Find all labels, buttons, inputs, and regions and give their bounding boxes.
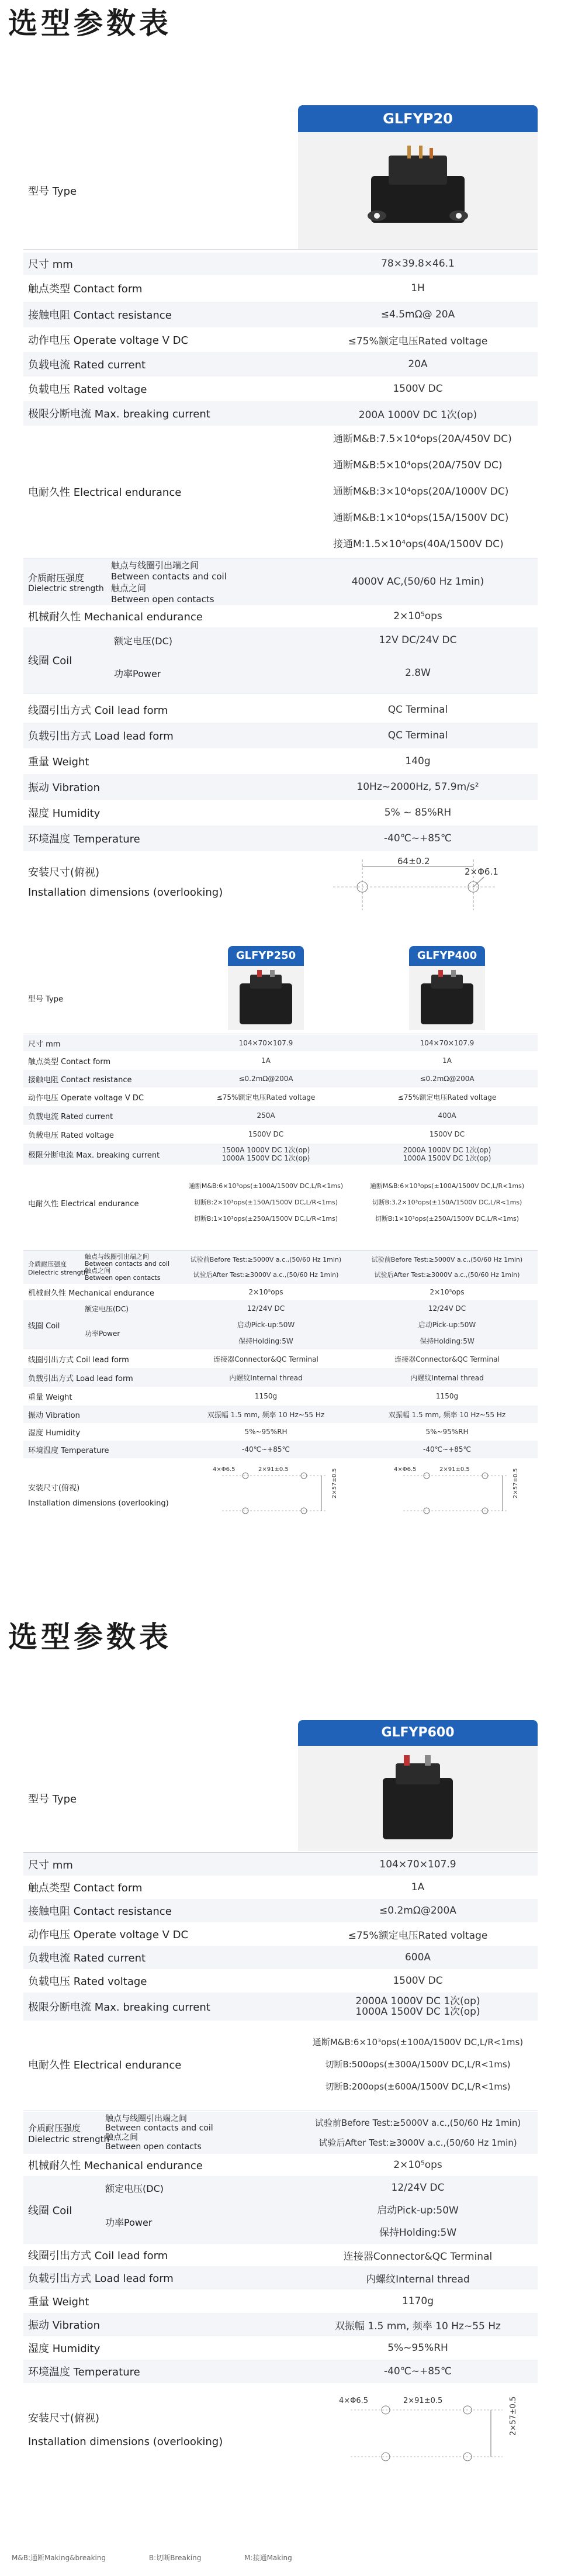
row-load-lead [23,723,538,748]
endurance-line: 通断M&B:6×10³ops(±100A/1500V DC,L/R<1ms) [312,2037,524,2047]
label-mechanical: 机械耐久性 Mechanical endurance [28,2160,203,2172]
label-operate-voltage: 动作电压 Operate voltage V DC [28,1093,144,1103]
row-weight [23,2290,538,2313]
install-dimension-drawing [392,1464,520,1528]
label-model: 型号 Type [28,185,77,198]
value-temperature: -40℃~+85℃ [423,1445,471,1453]
label-install [28,1464,169,1528]
dielectric-cn: 介质耐压强度 [28,572,85,583]
spec-table-glfyp250-400 [23,946,538,1595]
model-header: GLFYP600 [298,1720,538,1746]
label-load-lead: 负载引出方式 Load lead form [28,730,174,743]
label-install [28,859,223,906]
label-size: 尺寸 mm [28,1859,73,1871]
label-dielectric [28,1251,88,1284]
value-coil-lead: 连接器Connector&QC Terminal [343,2250,493,2263]
value-load-lead: 内螺纹Internal thread [366,2273,470,2285]
row-mechanical [23,1284,538,1300]
dim-label: 4×Φ6.5 [339,2397,369,2405]
label-rated-current: 负载电流 Rated current [28,1952,146,1964]
value-vibration: 双振幅 1.5 mm, 频率 10 Hz~55 Hz [207,1410,325,1419]
endurance-line: 切断B:1×10³ops(±250A/1500V DC,L/R<1ms) [193,1215,338,1223]
row-coil-lead [23,2244,538,2266]
row-vibration [23,774,538,800]
dim-label: 64±0.2 [397,856,430,866]
spec-table-glfyp600 [23,1720,538,2539]
label-vibration: 振动 Vibration [28,1411,80,1420]
value-rated-voltage: 1500V DC [393,383,443,395]
value-coil-voltage: 12/24V DC [247,1304,285,1313]
row-temperature [23,1441,538,1458]
section-title: 选型参数表 [8,1620,172,1654]
row-weight [23,1387,538,1406]
value-humidity: 5% ~ 85%RH [384,807,452,819]
row-mechanical [23,2154,538,2176]
dielectric-sub1-en: Between contacts and coil [105,2123,213,2133]
value-mechanical: 2×10⁵ops [393,610,442,622]
label-model: 型号 Type [28,995,63,1004]
value-temperature: -40℃~+85℃ [383,2366,452,2377]
dim-label: 4×Φ6.5 [213,1466,236,1473]
value-endurance [298,2021,538,2108]
model-header: GLFYP20 [298,105,538,132]
row-humidity [23,800,538,826]
dim-label: 2×57±0.5 [331,1468,338,1498]
value-load-lead: 内螺纹Internal thread [410,1373,484,1382]
row-load-lead [23,1368,538,1387]
row-operate-voltage [23,327,538,352]
label-install [28,2392,223,2468]
coil-power-line: 保持Holding:5W [238,1337,293,1345]
dielectric-sub1-en: Between contacts and coil [85,1260,170,1268]
label-size: 尺寸 mm [28,1040,61,1049]
value-vibration: 10Hz~2000Hz, 57.9m/s² [356,781,479,793]
endurance-line: 切断B:1×10³ops(±250A/1500V DC,L/R<1ms) [375,1215,520,1223]
row-contact-resistance [23,1070,538,1087]
endurance-line: 切断B:3.2×10³ops(±150A/1500V DC,L/R<1ms) [372,1199,522,1206]
row-temperature [23,2360,538,2383]
value-rated-voltage: 1500V DC [429,1130,465,1138]
value-rated-voltage: 1500V DC [248,1130,284,1138]
label-endurance: 电耐久性 Electrical endurance [28,2059,182,2071]
row-weight [23,748,538,774]
row-max-breaking [23,1144,538,1165]
value-rated-current: 250A [257,1111,275,1120]
value-contact-form: 1A [442,1056,452,1065]
dielectric-cn: 介质耐压强度 [28,1260,67,1268]
value-humidity: 5%~95%RH [244,1428,288,1436]
value-operate-voltage: ≤75%额定电压Rated voltage [348,1929,488,1942]
value-weight: 1150g [254,1392,278,1400]
dim-label: 2×91±0.5 [258,1466,289,1473]
dielectric-line: 试验后After Test:≥3000V a.c.,(50/60 Hz 1min) [318,2138,517,2148]
row-contact-resistance [23,1899,538,1922]
row-size [23,1853,538,1876]
label-mechanical: 机械耐久性 Mechanical endurance [28,1289,154,1298]
label-mechanical: 机械耐久性 Mechanical endurance [28,611,203,623]
row-size [23,1035,538,1051]
dielectric-en: Dielectric strength [28,1268,88,1276]
label-operate-voltage: 动作电压 Operate voltage V DC [28,334,189,347]
coil-power-line: 启动Pick-up:50W [377,2205,459,2216]
coil-power-line: 保持Holding:5W [379,2227,457,2239]
label-contact-form: 触点类型 Contact form [28,283,143,295]
dielectric-sub2-en: Between open contacts [85,1274,161,1282]
dielectric-sub [85,1251,169,1284]
label-weight: 重量 Weight [28,2296,89,2308]
value-operate-voltage: ≤75%额定电压Rated voltage [216,1093,316,1101]
value-endurance [356,1165,538,1241]
footer-note: M:接通Making [244,2554,292,2562]
value-max-breaking [356,1144,538,1165]
row-dielectric [23,558,538,605]
label-coil: 线圈 Coil [28,655,72,667]
label-humidity: 湿度 Humidity [28,807,101,820]
value-temperature: -40℃~+85℃ [242,1445,290,1453]
coil-power-line: 启动Pick-up:50W [237,1321,295,1329]
label-load-lead: 负载引出方式 Load lead form [28,1374,133,1383]
label-coil-lead: 线圈引出方式 Coil lead form [28,705,168,717]
dielectric-line: 试验前Before Test:≥5000V a.c.,(50/60 Hz 1min) [314,2118,521,2128]
dielectric-en: Dielectric strength [28,2133,109,2145]
label-temperature: 环境温度 Temperature [28,2366,140,2378]
row-model [23,1746,538,1851]
label-contact-resistance: 接触电阻 Contact resistance [28,1905,172,1918]
value-mechanical: 2×10⁵ops [430,1288,465,1296]
value-coil-power [175,1317,356,1349]
label-temperature: 环境温度 Temperature [28,1446,109,1455]
label-contact-resistance: 接触电阻 Contact resistance [28,309,172,322]
breaking-line: 2000A 1000V DC 1次(op) [403,1146,491,1154]
value-temperature: -40℃~+85℃ [383,833,452,844]
endurance-line: 接通M:1.5×10⁴ops(40A/1500V DC) [333,538,504,550]
row-model [23,132,538,249]
row-operate-voltage [23,1922,538,1946]
value-weight: 1170g [401,2295,434,2307]
value-max-breaking: 200A 1000V DC 1次(op) [358,409,477,421]
row-rated-voltage [23,1969,538,1993]
value-coil-lead: 连接器Connector&QC Terminal [394,1355,500,1363]
value-size: 78×39.8×46.1 [381,258,455,270]
value-contact-resistance: ≤0.2mΩ@200A [238,1075,293,1083]
dielectric-sub1-cn: 触点与线圈引出端之间 [111,560,199,571]
value-size: 104×70×107.9 [379,1859,456,1870]
value-vibration: 双振幅 1.5 mm, 频率 10 Hz~55 Hz [388,1410,506,1419]
value-coil-voltage: 12/24V DC [391,2182,445,2194]
row-dielectric [23,1251,538,1284]
dielectric-sub [111,558,227,605]
label-load-lead: 负载引出方式 Load lead form [28,2273,174,2285]
value-coil-power [356,1317,538,1349]
row-contact-form [23,1051,538,1070]
label-coil-lead: 线圈引出方式 Coil lead form [28,1355,129,1365]
label-rated-current: 负载电流 Rated current [28,359,146,371]
dim-label: 2×91±0.5 [403,2397,443,2405]
value-load-lead: QC Terminal [387,730,448,741]
row-coil [23,2176,538,2244]
row-humidity [23,2336,538,2360]
dielectric-line: 试验前Before Test:≥5000V a.c.,(50/60 Hz 1min) [371,1256,523,1263]
row-install [23,1464,538,1528]
value-contact-form: 1H [411,282,425,294]
breaking-line: 1000A 1500V DC 1次(op) [403,1154,491,1162]
value-contact-resistance: ≤0.2mΩ@200A [420,1075,475,1083]
value-dielectric [298,2112,538,2154]
dielectric-sub1-cn: 触点与线圈引出端之间 [85,1253,149,1261]
install-cn: 安装尺寸(俯视) [28,1484,80,1493]
dielectric-line: 试验前Before Test:≥5000V a.c.,(50/60 Hz 1min) [190,1256,342,1263]
value-operate-voltage: ≤75%额定电压Rated voltage [348,335,488,347]
row-contact-form [23,1876,538,1899]
install-cn: 安装尺寸(俯视) [28,866,100,879]
dim-label: 2×Φ6.1 [465,866,498,877]
value-max-breaking [298,1993,538,2021]
row-install [23,2392,538,2468]
label-coil-lead: 线圈引出方式 Coil lead form [28,2250,168,2262]
label-rated-voltage: 负载电压 Rated voltage [28,1131,114,1140]
install-cn: 安装尺寸(俯视) [28,2412,100,2425]
section-title: 选型参数表 [8,6,172,40]
row-temperature [23,826,538,851]
install-dimension-drawing [327,855,503,913]
value-coil-voltage: 12/24V DC [428,1304,466,1313]
dielectric-line: 试验后After Test:≥3000V a.c.,(50/60 Hz 1min) [193,1271,339,1279]
row-coil-lead [23,1349,538,1368]
label-weight: 重量 Weight [28,756,89,768]
label-contact-form: 触点类型 Contact form [28,1882,143,1894]
value-coil-lead: QC Terminal [387,704,448,716]
value-weight: 140g [405,755,431,767]
value-size: 104×70×107.9 [420,1039,475,1047]
coil-voltage-label: 额定电压(DC) [105,2183,164,2194]
row-install [23,856,538,906]
footer-notes [12,2553,333,2563]
value-mechanical: 2×10⁵ops [248,1288,283,1296]
row-load-lead [23,2266,538,2290]
label-humidity: 湿度 Humidity [28,1428,81,1438]
value-rated-voltage: 1500V DC [393,1975,443,1987]
endurance-line: 切断B:2×10³ops(±150A/1500V DC,L/R<1ms) [193,1199,338,1206]
value-coil-power [298,2199,538,2244]
value-humidity: 5%~95%RH [425,1428,469,1436]
label-temperature: 环境温度 Temperature [28,833,140,845]
coil-power-line: 保持Holding:5W [420,1337,475,1345]
label-dielectric [28,558,104,605]
label-endurance: 电耐久性 Electrical endurance [28,1199,139,1208]
dim-label: 2×57±0.5 [509,2396,518,2436]
breaking-line: 1500A 1000V DC 1次(op) [221,1146,310,1154]
install-dimension-drawing [339,2392,518,2468]
endurance-line: 通断M&B:1×10⁴ops(15A/1500V DC) [333,512,509,524]
row-rated-current [23,352,538,377]
row-rated-voltage [23,1125,538,1144]
label-rated-current: 负载电流 Rated current [28,1112,113,1121]
value-dielectric [356,1251,538,1284]
value-size: 104×70×107.9 [238,1039,293,1047]
dim-label: 4×Φ6.5 [394,1466,417,1473]
value-dielectric [175,1251,356,1284]
row-coil [23,627,538,693]
row-endurance [23,2021,538,2108]
row-mechanical [23,605,538,627]
label-vibration: 振动 Vibration [28,2319,100,2332]
breaking-line: 1000A 1500V DC 1次(op) [355,2006,480,2018]
row-rated-current [23,1946,538,1969]
coil-power-line: 启动Pick-up:50W [418,1321,476,1329]
endurance-line: 通断M&B:3×10⁴ops(20A/1000V DC) [333,485,509,498]
row-humidity [23,1423,538,1441]
label-coil: 线圈 Coil [28,2205,72,2217]
row-max-breaking [23,401,538,426]
dielectric-sub2-cn: 触点之间 [111,583,147,593]
row-contact-resistance [23,302,538,327]
value-vibration: 双振幅 1.5 mm, 频率 10 Hz~55 Hz [335,2320,501,2332]
dielectric-sub2-cn: 触点之间 [105,2133,138,2142]
endurance-line: 通断M&B:7.5×10⁴ops(20A/450V DC) [333,433,512,445]
row-endurance [23,1165,538,1241]
value-rated-current: 20A [408,358,428,370]
dielectric-sub2-en: Between open contacts [111,594,214,605]
row-max-breaking [23,1993,538,2021]
dielectric-sub2-cn: 触点之间 [85,1267,110,1275]
row-dielectric [23,2112,538,2154]
label-contact-form: 触点类型 Contact form [28,1057,111,1066]
endurance-line: 通断M&B:6×10³ops(±100A/1500V DC,L/R<1ms) [369,1182,525,1190]
dielectric-sub1-en: Between contacts and coil [111,571,227,582]
spec-table-glfyp20 [23,105,538,900]
row-rated-current [23,1106,538,1125]
breaking-line: 2000A 1000V DC 1次(op) [355,1995,480,2007]
value-mechanical: 2×10⁵ops [393,2159,442,2171]
row-endurance [23,426,538,558]
coil-voltage-label: 额定电压(DC) [85,1304,129,1313]
value-weight: 1150g [435,1392,459,1400]
value-humidity: 5%~95%RH [387,2342,448,2354]
value-contact-form: 1A [411,1881,425,1893]
row-size [23,253,538,275]
install-dimension-drawing [210,1464,339,1528]
label-vibration: 振动 Vibration [28,782,100,794]
install-en: Installation dimensions (overlooking) [28,886,223,899]
dielectric-cn: 介质耐压强度 [28,2122,81,2133]
dielectric-sub [105,2112,213,2154]
install-en: Installation dimensions (overlooking) [28,2436,223,2448]
value-operate-voltage: ≤75%额定电压Rated voltage [397,1093,497,1101]
value-max-breaking [175,1144,356,1165]
row-rated-voltage [23,377,538,401]
model-header: GLFYP400 [409,946,485,966]
value-coil-voltage: 12V DC/24V DC [379,634,457,646]
row-operate-voltage [23,1087,538,1106]
label-contact-resistance: 接触电阻 Contact resistance [28,1075,132,1085]
endurance-line: 通断M&B:6×10³ops(±100A/1500V DC,L/R<1ms) [188,1182,344,1190]
label-dielectric [28,2112,109,2154]
value-dielectric: 4000V AC,(50/60 Hz 1min) [351,576,484,588]
value-rated-current: 400A [438,1111,456,1120]
value-rated-current: 600A [404,1952,431,1963]
dielectric-sub2-en: Between open contacts [105,2142,202,2152]
value-load-lead: 内螺纹Internal thread [229,1373,303,1382]
dielectric-sub1-cn: 触点与线圈引出端之间 [105,2114,187,2123]
endurance-line: 通断M&B:5×10⁴ops(20A/750V DC) [333,459,503,471]
value-coil-power: 2.8W [405,667,431,679]
label-rated-voltage: 负载电压 Rated voltage [28,384,147,396]
dielectric-en: Dielectric strength [28,583,104,593]
dim-label: 2×57±0.5 [512,1468,519,1498]
coil-power-label: 功率Power [105,2216,153,2228]
coil-voltage-label: 额定电压(DC) [114,635,172,647]
label-weight: 重量 Weight [28,1393,72,1402]
row-vibration [23,1406,538,1423]
row-vibration [23,2313,538,2336]
endurance-line: 切断B:200ops(±600A/1500V DC,L/R<1ms) [325,2081,511,2092]
value-contact-resistance: ≤4.5mΩ@ 20A [380,309,455,320]
model-header: GLFYP250 [228,946,304,966]
row-model [23,966,538,1030]
value-coil-lead: 连接器Connector&QC Terminal [213,1355,318,1363]
label-max-breaking: 极限分断电流 Max. breaking current [28,2001,210,2014]
footer-note: B:切断Breaking [148,2554,202,2562]
value-contact-resistance: ≤0.2mΩ@200A [379,1905,456,1917]
coil-power-label: 功率Power [114,668,161,679]
row-contact-form [23,275,538,302]
label-endurance: 电耐久性 Electrical endurance [28,486,182,499]
label-model: 型号 Type [28,1793,77,1805]
footer-note: M&B:通断Making&breaking [12,2554,106,2562]
label-humidity: 湿度 Humidity [28,2343,101,2355]
label-size: 尺寸 mm [28,258,73,271]
value-contact-form: 1A [261,1056,271,1065]
endurance-line: 切断B:500ops(±300A/1500V DC,L/R<1ms) [325,2059,511,2070]
label-max-breaking: 极限分断电流 Max. breaking current [28,1151,160,1160]
dielectric-line: 试验后After Test:≥3000V a.c.,(50/60 Hz 1min) [374,1271,520,1279]
label-rated-voltage: 负载电压 Rated voltage [28,1976,147,1988]
dim-label: 2×91±0.5 [439,1466,470,1473]
install-en: Installation dimensions (overlooking) [28,1499,169,1508]
row-coil-lead [23,697,538,723]
breaking-line: 1000A 1500V DC 1次(op) [221,1154,310,1162]
label-coil: 线圈 Coil [28,1321,60,1331]
value-endurance [298,426,538,558]
coil-power-label: 功率Power [85,1329,120,1338]
row-coil [23,1300,538,1349]
label-operate-voltage: 动作电压 Operate voltage V DC [28,1929,189,1941]
value-endurance [175,1165,356,1241]
label-max-breaking: 极限分断电流 Max. breaking current [28,408,210,420]
